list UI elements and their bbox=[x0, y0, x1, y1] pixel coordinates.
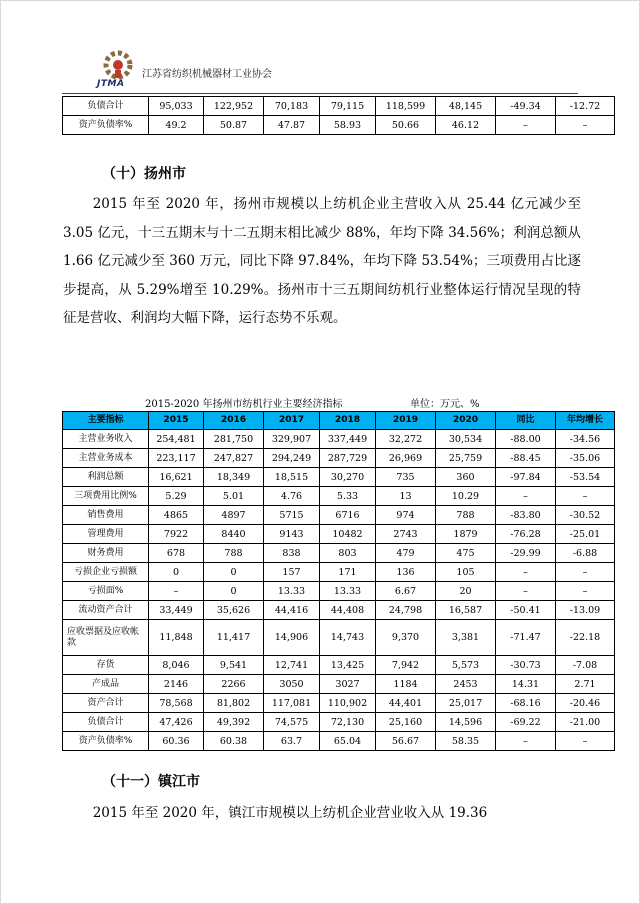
table-cell: 7,942 bbox=[376, 656, 436, 675]
table-cell: 44,401 bbox=[376, 694, 436, 713]
table-row bbox=[63, 430, 615, 449]
table-cell: -34.56 bbox=[556, 430, 615, 449]
row-label: 管理费用 bbox=[63, 525, 149, 544]
row-label: 负债合计 bbox=[63, 713, 149, 732]
table-cell: 4.76 bbox=[264, 487, 320, 506]
table-cell: 47,426 bbox=[149, 713, 204, 732]
table-cell: -20.46 bbox=[556, 694, 615, 713]
table-cell: -83.80 bbox=[496, 506, 556, 525]
table-row bbox=[63, 544, 615, 563]
table-cell: -12.72 bbox=[556, 97, 615, 116]
table-cell: 47.87 bbox=[264, 116, 320, 135]
table-row bbox=[63, 582, 615, 601]
table-cell: 70,183 bbox=[264, 97, 320, 116]
table-cell: 25,017 bbox=[436, 694, 496, 713]
column-header: 2015 bbox=[149, 412, 204, 430]
table-cell: 7922 bbox=[149, 525, 204, 544]
table-cell: 13,425 bbox=[320, 656, 376, 675]
table-cell: – bbox=[496, 732, 556, 751]
table-cell: 838 bbox=[264, 544, 320, 563]
table-cell: 5.33 bbox=[320, 487, 376, 506]
table-cell: 171 bbox=[320, 563, 376, 582]
column-header: 2020 bbox=[436, 412, 496, 430]
column-header: 同比 bbox=[496, 412, 556, 430]
table-cell: 32,272 bbox=[376, 430, 436, 449]
table-cell: 48,145 bbox=[436, 97, 496, 116]
table-cell: 803 bbox=[320, 544, 376, 563]
table-cell: 287,729 bbox=[320, 449, 376, 468]
table-row bbox=[63, 601, 615, 620]
table-cell: 11,848 bbox=[149, 620, 204, 656]
table-cell: 10.29 bbox=[436, 487, 496, 506]
table-cell: 8440 bbox=[204, 525, 264, 544]
table-cell: 1879 bbox=[436, 525, 496, 544]
table-cell: 110,902 bbox=[320, 694, 376, 713]
table-cell: – bbox=[496, 563, 556, 582]
row-label: 主营业务收入 bbox=[63, 430, 149, 449]
table-cell: -29.99 bbox=[496, 544, 556, 563]
table-cell: -35.06 bbox=[556, 449, 615, 468]
table-row bbox=[63, 449, 615, 468]
row-label: 负债合计 bbox=[63, 97, 149, 116]
main-table bbox=[62, 411, 615, 751]
table-unit: 单位：万元、% bbox=[410, 399, 480, 410]
table-cell: 2.71 bbox=[556, 675, 615, 694]
table-cell: 20 bbox=[436, 582, 496, 601]
table-cell: 14,743 bbox=[320, 620, 376, 656]
table-cell: 30,534 bbox=[436, 430, 496, 449]
row-label: 流动资产合计 bbox=[63, 601, 149, 620]
table-cell: 735 bbox=[376, 468, 436, 487]
table-cell: -71.47 bbox=[496, 620, 556, 656]
table-cell: -30.52 bbox=[556, 506, 615, 525]
section-heading-zhenjiang: （十一）镇江市 bbox=[102, 774, 200, 790]
table-cell: 974 bbox=[376, 506, 436, 525]
table-cell: 60.36 bbox=[149, 732, 204, 751]
table-cell: 788 bbox=[204, 544, 264, 563]
table-cell: 254,481 bbox=[149, 430, 204, 449]
table-cell: 223,117 bbox=[149, 449, 204, 468]
table-cell: 788 bbox=[436, 506, 496, 525]
table-cell: 479 bbox=[376, 544, 436, 563]
table-cell: 3050 bbox=[264, 675, 320, 694]
table-cell: 117,081 bbox=[264, 694, 320, 713]
table-cell: 12,741 bbox=[264, 656, 320, 675]
table-cell: 2743 bbox=[376, 525, 436, 544]
table-row bbox=[63, 487, 615, 506]
row-label: 亏损企业亏损额 bbox=[63, 563, 149, 582]
table-cell: -68.16 bbox=[496, 694, 556, 713]
table-cell: -88.45 bbox=[496, 449, 556, 468]
table-cell: 0 bbox=[204, 563, 264, 582]
section-heading-yangzhou: （十）扬州市 bbox=[102, 166, 186, 182]
row-label: 亏损面% bbox=[63, 582, 149, 601]
table-cell: 18,515 bbox=[264, 468, 320, 487]
section-paragraph-yangzhou: 2015 年至 2020 年，扬州市规模以上纺机企业主营收入从 25.44 亿元减少至 3.05 亿元，十三五期末与十二五期末相比减少 88%，年均下降 34.56%；利润总额从 1.66 亿元减少至 360 万元，同比下降 97.84%，年均下降 53.54%；三项费用占比逐步提高，从 5.29%增至 10.29%。扬州市十三五期间纺机行业整体运行情况呈现的特征是营收、利润均大幅下降，运行态势不乐观。 bbox=[63, 196, 581, 327]
table-cell: 5.29 bbox=[149, 487, 204, 506]
table-cell: 3,381 bbox=[436, 620, 496, 656]
row-label: 主营业务成本 bbox=[63, 449, 149, 468]
table-cell: 329,907 bbox=[264, 430, 320, 449]
column-header: 2017 bbox=[264, 412, 320, 430]
table-caption: 2015-2020 年扬州市纺机行业主要经济指标 bbox=[145, 399, 343, 410]
table-cell: 65.04 bbox=[320, 732, 376, 751]
row-label: 利润总额 bbox=[63, 468, 149, 487]
table-cell: 50.87 bbox=[204, 116, 264, 135]
table-cell: 118,599 bbox=[376, 97, 436, 116]
table-cell: 136 bbox=[376, 563, 436, 582]
table-cell: -97.84 bbox=[496, 468, 556, 487]
table-cell: – bbox=[556, 116, 615, 135]
table-cell: 13.33 bbox=[264, 582, 320, 601]
table-cell: 2146 bbox=[149, 675, 204, 694]
column-header: 主要指标 bbox=[63, 412, 149, 430]
table-cell: 2266 bbox=[204, 675, 264, 694]
row-label: 资产负债率% bbox=[63, 732, 149, 751]
table-cell: 81,802 bbox=[204, 694, 264, 713]
table-cell: – bbox=[496, 582, 556, 601]
table-cell: – bbox=[556, 582, 615, 601]
table-row bbox=[63, 732, 615, 751]
table-cell: 157 bbox=[264, 563, 320, 582]
table-cell: 337,449 bbox=[320, 430, 376, 449]
table-cell: -76.28 bbox=[496, 525, 556, 544]
table-cell: -22.18 bbox=[556, 620, 615, 656]
table-cell: 74,575 bbox=[264, 713, 320, 732]
table-cell: – bbox=[496, 116, 556, 135]
table-row bbox=[63, 620, 615, 656]
table-row bbox=[63, 675, 615, 694]
column-header: 2019 bbox=[376, 412, 436, 430]
logo-text: JTMA bbox=[97, 79, 125, 89]
table-cell: 5715 bbox=[264, 506, 320, 525]
table-row bbox=[63, 713, 615, 732]
table-cell: 105 bbox=[436, 563, 496, 582]
row-label: 应收票据及应收帐款 bbox=[63, 620, 149, 656]
row-label: 资产合计 bbox=[63, 694, 149, 713]
row-label: 销售费用 bbox=[63, 506, 149, 525]
table-cell: 50.66 bbox=[376, 116, 436, 135]
table-cell: 63.7 bbox=[264, 732, 320, 751]
table-cell: 14,906 bbox=[264, 620, 320, 656]
row-label: 产成品 bbox=[63, 675, 149, 694]
table-cell: 44,416 bbox=[264, 601, 320, 620]
table-cell: 58.35 bbox=[436, 732, 496, 751]
column-header: 2016 bbox=[204, 412, 264, 430]
table-cell: – bbox=[496, 487, 556, 506]
table-cell: 2453 bbox=[436, 675, 496, 694]
table-header-row bbox=[63, 412, 615, 430]
table-cell: 281,750 bbox=[204, 430, 264, 449]
section-paragraph-zhenjiang: 2015 年至 2020 年，镇江市规模以上纺机企业营业收入从 19.36 bbox=[92, 805, 488, 821]
table-cell: -21.00 bbox=[556, 713, 615, 732]
table-cell: – bbox=[556, 563, 615, 582]
table-cell: 1184 bbox=[376, 675, 436, 694]
table-cell: 56.67 bbox=[376, 732, 436, 751]
table-cell: 6716 bbox=[320, 506, 376, 525]
table-cell: 6.67 bbox=[376, 582, 436, 601]
table-cell: 49,392 bbox=[204, 713, 264, 732]
table-cell: 44,408 bbox=[320, 601, 376, 620]
table-cell: – bbox=[149, 582, 204, 601]
table-cell: 8,046 bbox=[149, 656, 204, 675]
column-header: 年均增长 bbox=[556, 412, 615, 430]
table-cell: – bbox=[556, 487, 615, 506]
table-cell: 122,952 bbox=[204, 97, 264, 116]
table-row bbox=[63, 525, 615, 544]
table-cell: -69.22 bbox=[496, 713, 556, 732]
table-cell: 25,160 bbox=[376, 713, 436, 732]
row-label: 资产负债率% bbox=[63, 116, 149, 135]
table-cell: -7.08 bbox=[556, 656, 615, 675]
table-cell: 13.33 bbox=[320, 582, 376, 601]
table-cell: 360 bbox=[436, 468, 496, 487]
table-cell: 79,115 bbox=[320, 97, 376, 116]
table-cell: 14,596 bbox=[436, 713, 496, 732]
table-cell: -50.41 bbox=[496, 601, 556, 620]
table-row bbox=[63, 506, 615, 525]
table-cell: -49.34 bbox=[496, 97, 556, 116]
table-cell: 475 bbox=[436, 544, 496, 563]
table-cell: 4897 bbox=[204, 506, 264, 525]
table-cell: 72,130 bbox=[320, 713, 376, 732]
table-cell: 24,798 bbox=[376, 601, 436, 620]
table-cell: 33,449 bbox=[149, 601, 204, 620]
table-cell: 0 bbox=[149, 563, 204, 582]
table-cell: 294,249 bbox=[264, 449, 320, 468]
table-row bbox=[63, 563, 615, 582]
table-cell: 5,573 bbox=[436, 656, 496, 675]
column-header: 2018 bbox=[320, 412, 376, 430]
table-cell: 35,626 bbox=[204, 601, 264, 620]
row-label: 三项费用比例% bbox=[63, 487, 149, 506]
table-cell: 46.12 bbox=[436, 116, 496, 135]
table-cell: 26,969 bbox=[376, 449, 436, 468]
table-cell: 247,827 bbox=[204, 449, 264, 468]
table-cell: 25,759 bbox=[436, 449, 496, 468]
table-row bbox=[63, 468, 615, 487]
table-row bbox=[63, 97, 615, 116]
table-cell: -88.00 bbox=[496, 430, 556, 449]
table-cell: 78,568 bbox=[149, 694, 204, 713]
table-cell: 11,417 bbox=[204, 620, 264, 656]
table-cell: -13.09 bbox=[556, 601, 615, 620]
table-cell: 10482 bbox=[320, 525, 376, 544]
table-cell: 18,349 bbox=[204, 468, 264, 487]
header-rule bbox=[62, 93, 578, 94]
table-cell: 16,587 bbox=[436, 601, 496, 620]
table-cell: 14.31 bbox=[496, 675, 556, 694]
table-cell: -30.73 bbox=[496, 656, 556, 675]
top-table bbox=[62, 96, 615, 135]
table-cell: 30,270 bbox=[320, 468, 376, 487]
table-cell: 9,370 bbox=[376, 620, 436, 656]
table-cell: 49.2 bbox=[149, 116, 204, 135]
table-cell: -53.54 bbox=[556, 468, 615, 487]
table-cell: 9,541 bbox=[204, 656, 264, 675]
table-cell: -6.88 bbox=[556, 544, 615, 563]
table-row bbox=[63, 116, 615, 135]
table-cell: -25.01 bbox=[556, 525, 615, 544]
table-cell: 5.01 bbox=[204, 487, 264, 506]
table-cell: 16,621 bbox=[149, 468, 204, 487]
table-cell: 58.93 bbox=[320, 116, 376, 135]
table-cell: 13 bbox=[376, 487, 436, 506]
table-row bbox=[63, 656, 615, 675]
table-cell: 678 bbox=[149, 544, 204, 563]
org-name: 江苏省纺织机械器材工业协会 bbox=[142, 69, 272, 80]
table-cell: 0 bbox=[204, 582, 264, 601]
row-label: 存货 bbox=[63, 656, 149, 675]
table-row bbox=[63, 694, 615, 713]
table-cell: 9143 bbox=[264, 525, 320, 544]
table-cell: 3027 bbox=[320, 675, 376, 694]
table-cell: 4865 bbox=[149, 506, 204, 525]
table-cell: 95,033 bbox=[149, 97, 204, 116]
table-cell: – bbox=[556, 732, 615, 751]
table-cell: 60.38 bbox=[204, 732, 264, 751]
row-label: 财务费用 bbox=[63, 544, 149, 563]
